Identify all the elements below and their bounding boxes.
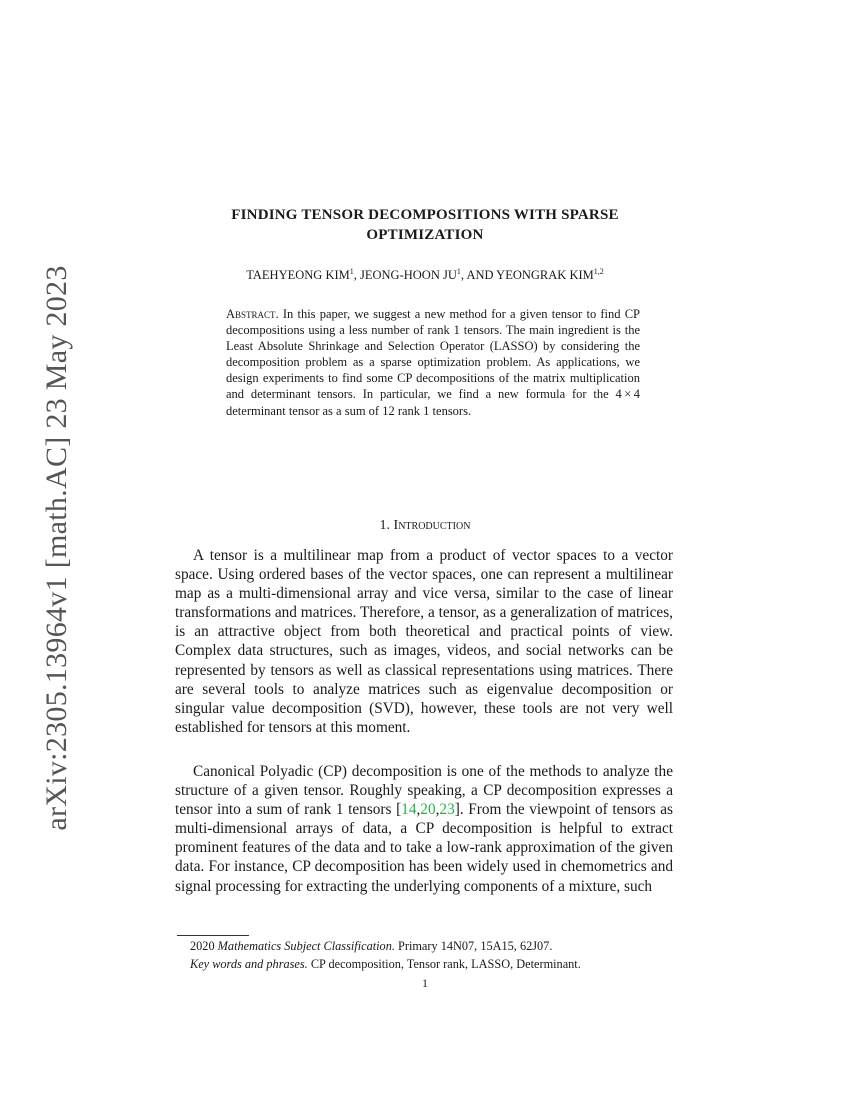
abstract-text: In this paper, we suggest a new method for a given tensor to find CP decompositions using a less number of rank 1 tensors. The main ingredient is the Least Absolute Shrinkage and Selection Operator (LASSO) by considering the decomposition problem as a sparse optimization problem. As applications, we design experiments to find some CP decompositions of the matrix multiplication and determinant tensors. In particular, we find a new formula for the 4 × 4 determinant tensor as a sum of 12 rank 1 tensors. xyxy=(226,307,641,418)
footnote-msc xyxy=(177,938,673,955)
paper-title xyxy=(170,205,680,245)
msc-codes: Primary 14N07, 15A15, 62J07. xyxy=(398,939,553,953)
citation-link[interactable]: 14 xyxy=(401,801,417,819)
title-line-2: OPTIMIZATION xyxy=(366,227,484,243)
keywords-text: CP decomposition, Tensor rank, LASSO, Determinant. xyxy=(310,957,581,971)
msc-label: Mathematics Subject Classification. xyxy=(217,939,395,953)
author-3-affiliation: 1,2 xyxy=(593,267,604,276)
section-number: 1. xyxy=(379,518,391,533)
arxiv-identifier-stamp: arXiv:2305.13964v1 [math.AC] 23 May 2023 xyxy=(40,265,73,831)
author-list: TAEHYEONG KIM$^1$, JEONG-HOON $JU^1$, AND YEONGRAK KIM$^{1,2}$ xyxy=(246,267,604,283)
author-1: TAEHYEONG KIM xyxy=(246,268,350,283)
body-paragraph-1: A tensor is a multilinear map from a product of vector spaces to a vector space. Using ordered bases of the vector spaces, one can represent a multilinear map as a multi-dimensional array and vice versa, similar to the case of linear transformations and matrices. Therefore, a tensor, as a generalization of matrices, is an attractive object from both theoretical and practical points of view. Complex data structures, such as images, videos, and social networks can be represented by tensors as well as classical representations using matrices. There are several tools to analyze matrices such as eigenvalue decomposition or singular value decomposition (SVD), however, these tools are not very well established for tensors at this moment. xyxy=(175,547,673,736)
body-paragraph-2-container xyxy=(175,762,673,896)
abstract-label: Abstract. xyxy=(226,307,279,321)
abstract xyxy=(226,306,640,419)
author-3: AND YEONGRAK KIM xyxy=(466,268,594,283)
msc-year: 2020 xyxy=(190,939,215,953)
author-2: JEONG-HOON JU xyxy=(360,268,457,283)
body-paragraph-2: Canonical Polyadic (CP) decomposition is one of the methods to analyze the structure of a given tensor. Roughly speaking, a CP decomposition expresses a tensor into a sum of rank 1 tensors [14,20,23]. From the viewpoint of tensors as multi-dimensional arrays of data, a CP decomposition is helpful to extract prominent features of the data and to take a low-rank approximation of the given data. For instance, CP decomposition has been widely used in chemometrics and signal processing for extracting the underlying components of a mixture, such xyxy=(175,763,673,895)
section-heading xyxy=(170,518,680,534)
footnote-divider xyxy=(177,935,249,936)
citation-link[interactable]: 20 xyxy=(420,801,436,819)
keywords-label: Key words and phrases. xyxy=(190,957,308,971)
page-number: 1 xyxy=(422,976,428,990)
paragraph-2-text-before: Canonical Polyadic (CP) decomposition is one of the methods to analyze the structure of a given tensor. Roughly speaking, a CP decomposition expresses a tensor into a sum of rank 1 tensors [ xyxy=(175,763,673,819)
citation-link[interactable]: 23 xyxy=(439,801,455,819)
footnote-keywords xyxy=(177,956,673,973)
body-paragraph-1-container xyxy=(175,546,673,737)
paragraph-2-text-after: ]. From the viewpoint of tensors as multi-dimensional arrays of data, a CP decomposition is helpful to extract prominent features of the data and to take a low-rank approximation of the given data. For instance, CP decomposition has been widely used in chemometrics and signal processing for extracting the underlying components of a mixture, such xyxy=(175,801,673,895)
title-line-1: FINDING TENSOR DECOMPOSITIONS WITH SPARSE xyxy=(231,207,619,223)
section-title: Introduction xyxy=(393,518,471,533)
author-1-affiliation: 1 xyxy=(349,267,354,276)
author-2-affiliation: 1 xyxy=(456,267,461,276)
